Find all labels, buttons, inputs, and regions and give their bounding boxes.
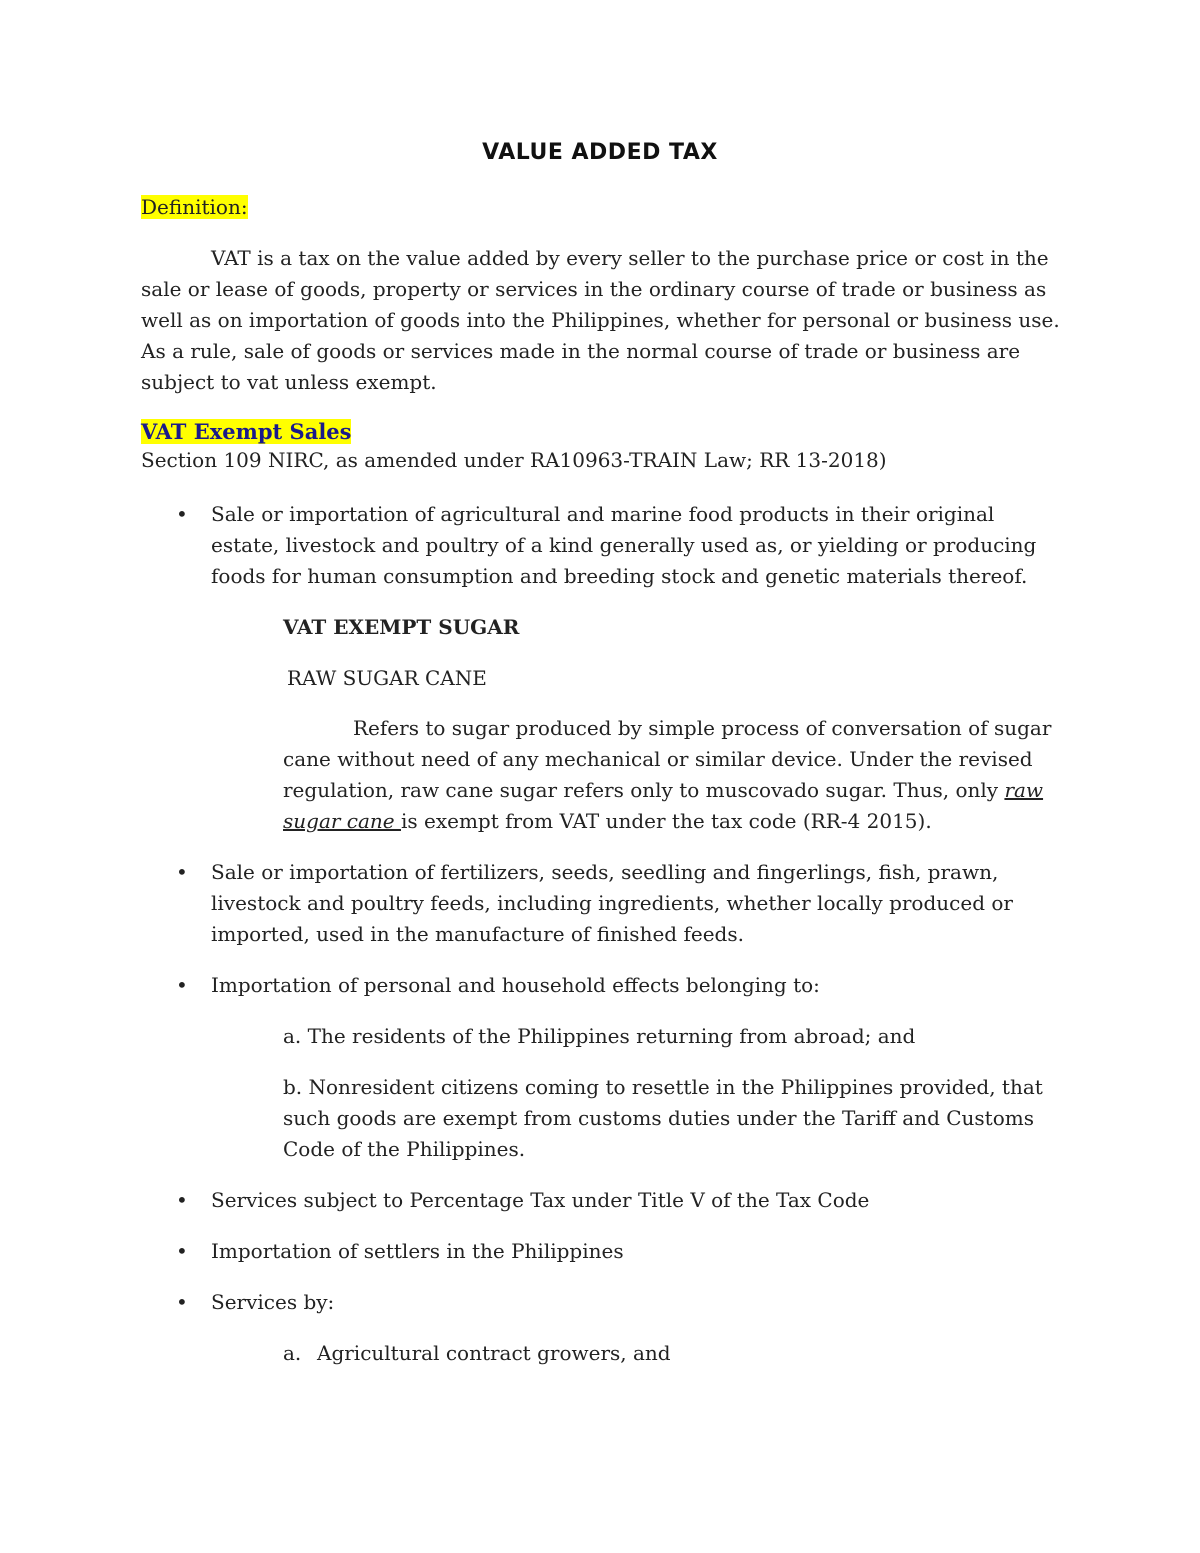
sugar-emphasis: raw sugar cane (283, 778, 1044, 833)
bullet-item-personal-effects: Importation of personal and household effects belonging to: (211, 973, 820, 997)
sugar-subheading: RAW SUGAR CANE (287, 666, 487, 690)
bullet-marker: • (176, 502, 188, 526)
bullet-item-services-by: Services by: (211, 1290, 335, 1314)
exempt-sales-heading (141, 418, 351, 446)
bullet-item-fertilizers: Sale or importation of fertilizers, seeds, seedling and fingerlings, fish, prawn, livestock and poultry feeds, including ingredients, whether locally produced or imported, used in the manufacture of finished feeds. (211, 860, 1013, 946)
bullet-marker: • (176, 1239, 188, 1263)
bullet-item-agricultural: Sale or importation of agricultural and marine food products in their original estate, livestock and poultry of a kind generally used as, or yielding or producing foods for human consumption and breeding stock and genetic materials thereof. (211, 502, 1037, 588)
sugar-heading: VAT EXEMPT SUGAR (283, 615, 520, 639)
bullet-marker: • (176, 1188, 188, 1212)
services-item-text: Agricultural contract growers, and (317, 1341, 671, 1365)
definition-paragraph: VAT is a tax on the value added by every seller to the purchase price or cost in the sale or lease of goods, property or services in the ordinary course of trade or business as well as on importation of goods into the Philippines, whether for personal or business use. As a rule, sale of goods or services made in the normal course of trade or business are subject to vat unless exempt. (141, 246, 1060, 394)
effects-item-a: a. The residents of the Philippines returning from abroad; and (283, 1024, 916, 1048)
bullet-item-settlers: Importation of settlers in the Philippines (211, 1239, 624, 1263)
bullet-item-percentage-tax: Services subject to Percentage Tax under Title V of the Tax Code (211, 1188, 870, 1212)
exempt-sales-heading-highlight: VAT Exempt Sales (141, 419, 352, 444)
exempt-sales-reference: Section 109 NIRC, as amended under RA10963-TRAIN Law; RR 13-2018) (141, 448, 887, 472)
definition-label-highlight: Definition: (141, 195, 248, 219)
bullet-marker: • (176, 1290, 188, 1314)
services-item-letter: a. (283, 1341, 302, 1365)
effects-item-b: b. Nonresident citizens coming to resettle in the Philippines provided, that such goods are exempt from customs duties under the Tariff and Customs Code of the Philippines. (283, 1075, 1043, 1161)
sugar-text-after: is exempt from VAT under the tax code (RR-4 2015). (401, 809, 932, 833)
document-title: VALUE ADDED TAX (482, 140, 718, 165)
bullet-marker: • (176, 973, 188, 997)
bullet-marker: • (176, 860, 188, 884)
definition-label (141, 193, 248, 221)
sugar-text-before: Refers to sugar produced by simple process of conversation of sugar cane without need of any mechanical or similar device. Under the revised regulation, raw cane sugar refers only to muscovado sugar. Thus, only (283, 716, 1052, 802)
sugar-paragraph (283, 713, 1063, 837)
